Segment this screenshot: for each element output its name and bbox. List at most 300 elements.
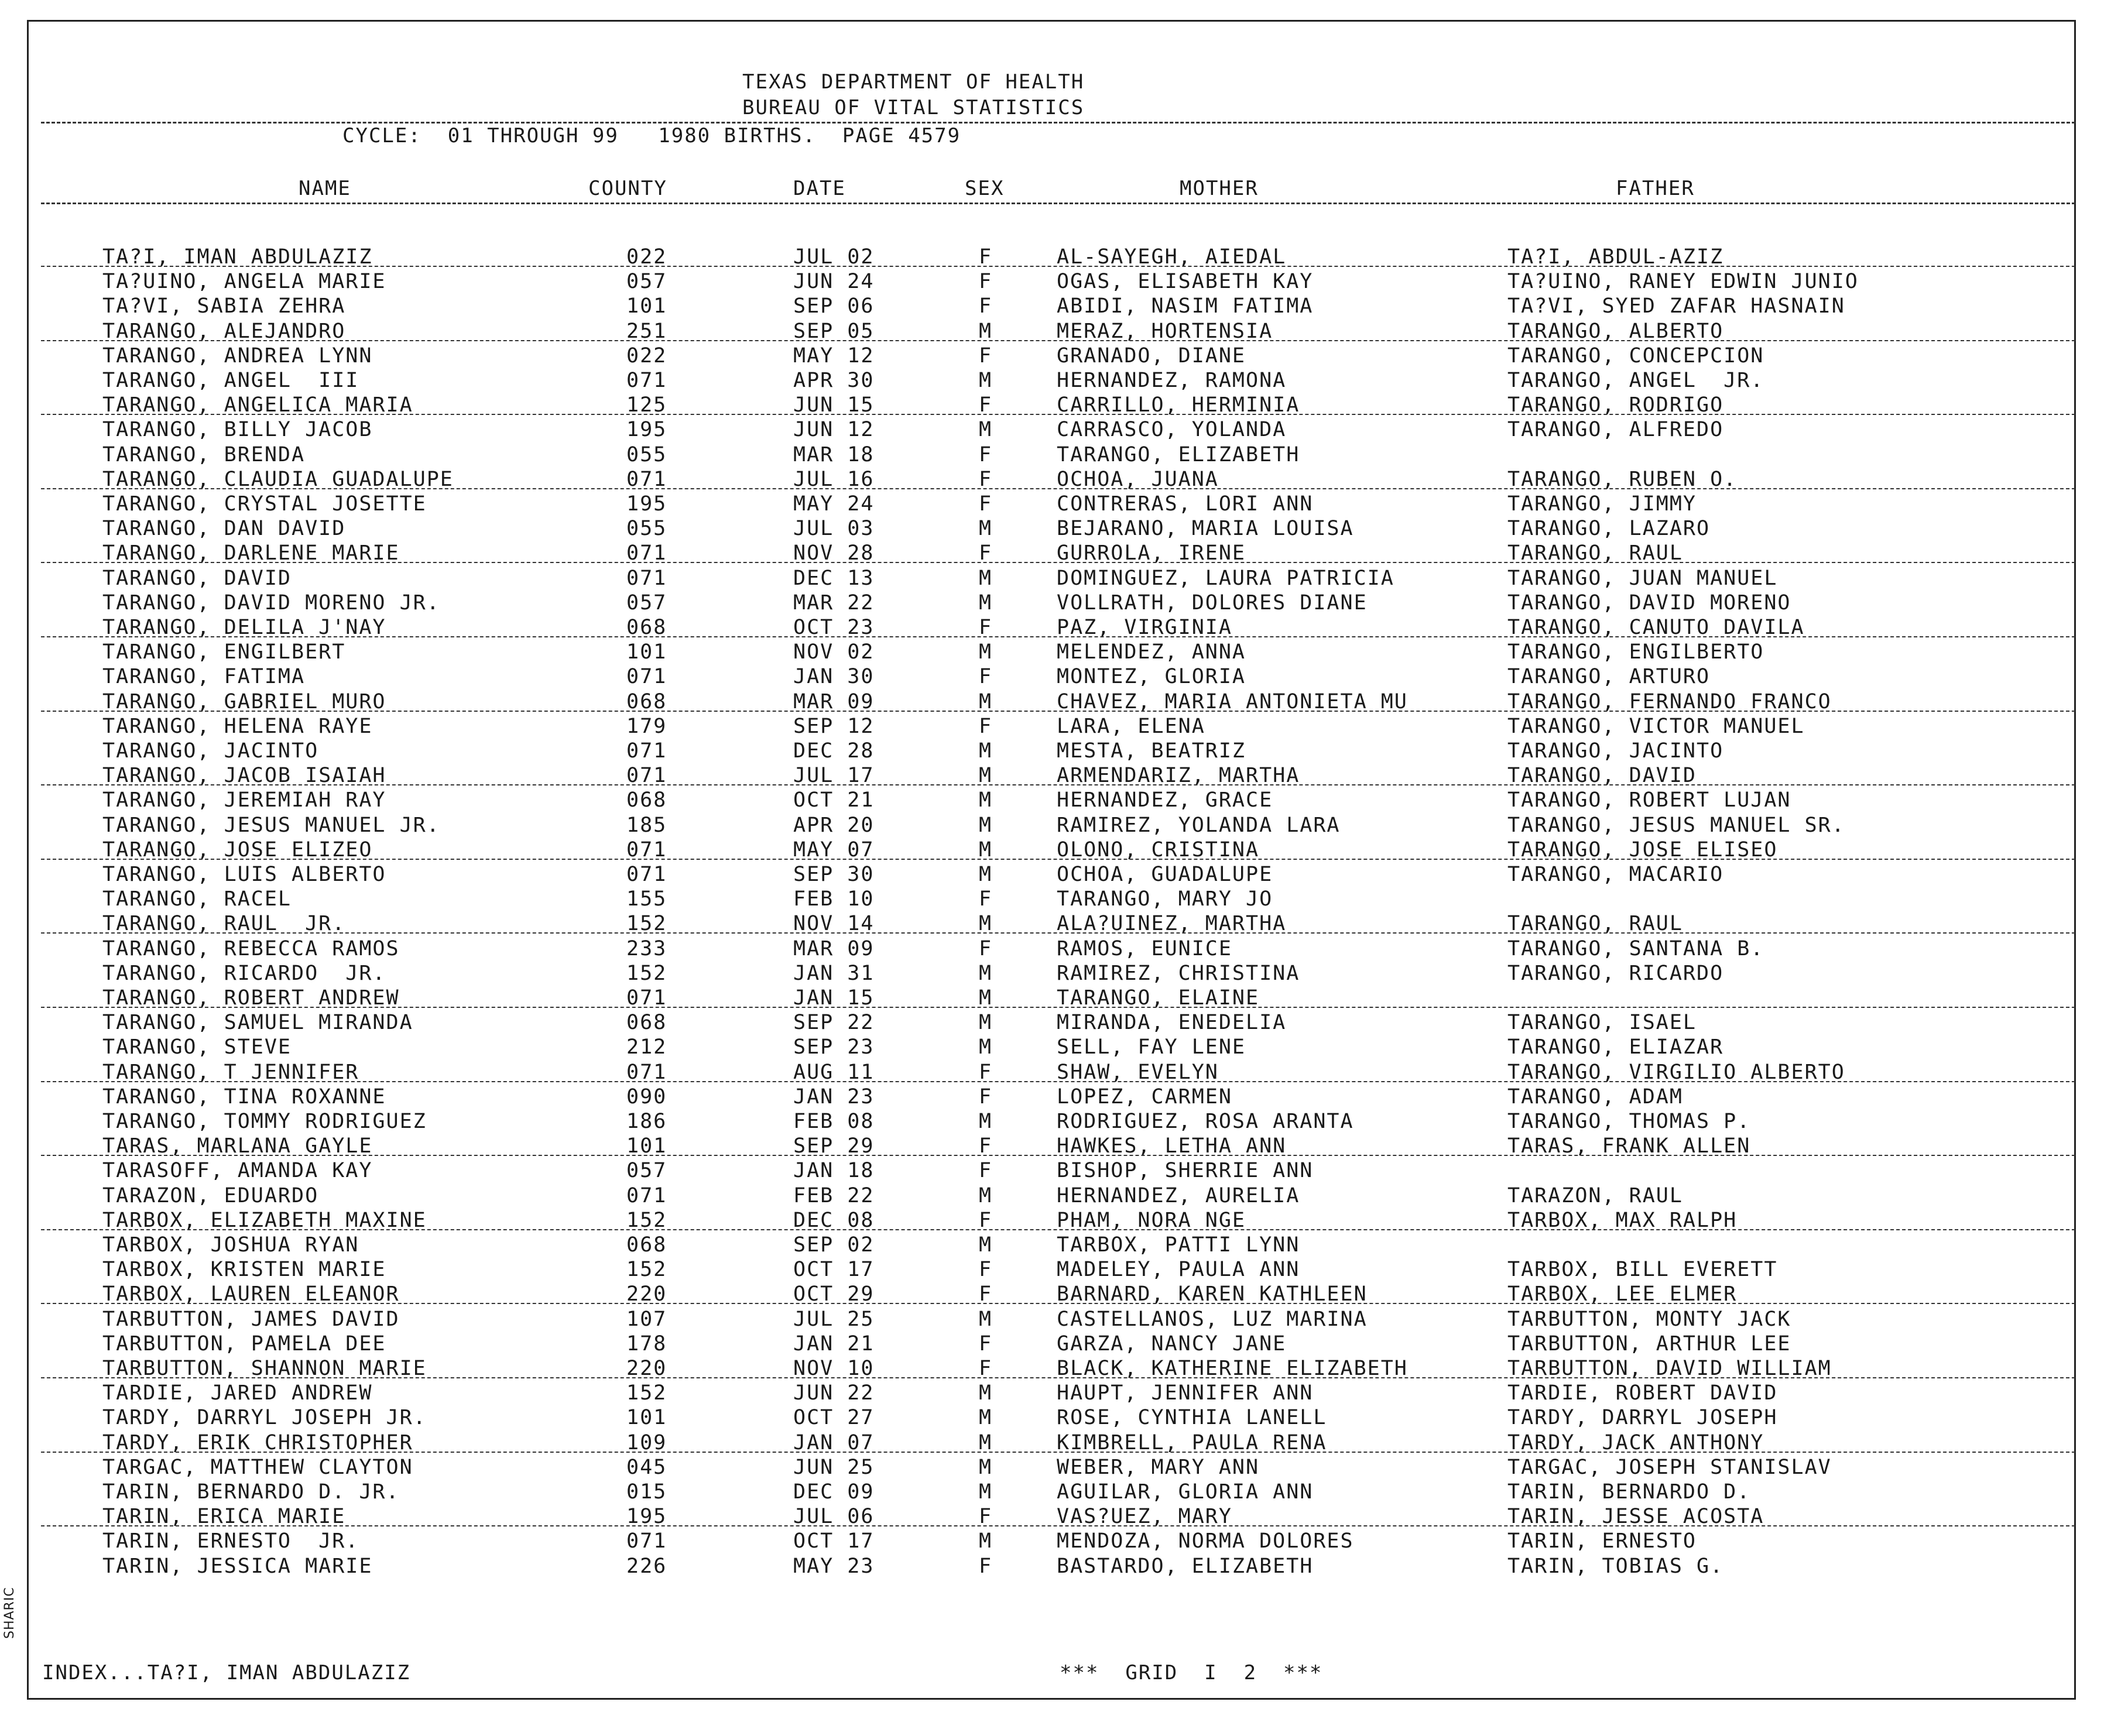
cell-county: 068 xyxy=(626,1233,667,1257)
cell-father: TARANGO, LAZARO xyxy=(1507,517,1711,541)
cell-sex: M xyxy=(979,1406,993,1430)
cell-father: TARANGO, SANTANA B. xyxy=(1507,936,1764,960)
table-row xyxy=(0,1504,2104,1529)
cell-mother: TARANGO, MARY JO xyxy=(1057,887,1273,911)
table-row xyxy=(0,269,2104,294)
cell-county: 152 xyxy=(626,912,667,936)
cell-name: TARBUTTON, SHANNON MARIE xyxy=(102,1357,427,1380)
cell-father: TARANGO, ISAEL xyxy=(1507,1011,1697,1035)
cell-county: 233 xyxy=(626,936,667,960)
cell-mother: RAMOS, EUNICE xyxy=(1057,936,1232,960)
cell-county: 071 xyxy=(626,1529,667,1553)
cell-father: TARANGO, CANUTO DAVILA xyxy=(1507,616,1805,639)
cell-father: TARANGO, ARTURO xyxy=(1507,665,1711,689)
cell-name: TA?I, IMAN ABDULAZIZ xyxy=(102,245,373,269)
table-row xyxy=(0,714,2104,739)
cell-father: TARANGO, ELIAZAR xyxy=(1507,1035,1724,1059)
cell-father: TARIN, JESSE ACOSTA xyxy=(1507,1505,1764,1529)
column-header-name: NAME xyxy=(299,177,351,200)
cell-date: MAY 24 xyxy=(793,492,875,516)
cell-county: 212 xyxy=(626,1035,667,1059)
cell-name: TARAS, MARLANA GAYLE xyxy=(102,1134,373,1158)
cell-date: MAR 09 xyxy=(793,936,875,960)
cell-date: JUL 16 xyxy=(793,467,875,491)
cell-county: 251 xyxy=(626,319,667,343)
cell-sex: M xyxy=(979,1307,993,1331)
cell-county: 071 xyxy=(626,566,667,590)
table-row xyxy=(0,1529,2104,1553)
cell-name: TARANGO, BILLY JACOB xyxy=(102,418,373,442)
cell-mother: PAZ, VIRGINIA xyxy=(1057,616,1232,639)
cell-county: 055 xyxy=(626,442,667,466)
cell-date: DEC 08 xyxy=(793,1208,875,1232)
table-row xyxy=(0,1134,2104,1158)
side-label: SHARIC xyxy=(2,1587,17,1639)
cell-sex: F xyxy=(979,245,993,269)
cell-sex: F xyxy=(979,1060,993,1084)
cell-county: 071 xyxy=(626,764,667,788)
cell-county: 152 xyxy=(626,1381,667,1405)
cell-county: 068 xyxy=(626,616,667,639)
cell-father: TARIN, BERNARDO D. xyxy=(1507,1480,1751,1504)
cell-sex: M xyxy=(979,1011,993,1035)
cell-date: JAN 07 xyxy=(793,1430,875,1454)
cell-date: MAY 07 xyxy=(793,838,875,862)
cell-county: 090 xyxy=(626,1085,667,1109)
table-row xyxy=(0,566,2104,591)
cell-county: 071 xyxy=(626,1060,667,1084)
cell-county: 155 xyxy=(626,887,667,911)
cell-date: JUL 02 xyxy=(793,245,875,269)
cell-sex: M xyxy=(979,1183,993,1207)
table-row xyxy=(0,961,2104,986)
cell-mother: MONTEZ, GLORIA xyxy=(1057,665,1246,689)
cell-county: 195 xyxy=(626,1505,667,1529)
cell-sex: M xyxy=(979,813,993,837)
cell-county: 179 xyxy=(626,714,667,738)
row-divider xyxy=(41,711,2075,712)
cell-name: TARANGO, SAMUEL MIRANDA xyxy=(102,1011,413,1035)
cell-county: 195 xyxy=(626,418,667,442)
cell-mother: HAWKES, LETHA ANN xyxy=(1057,1134,1287,1158)
cell-date: NOV 10 xyxy=(793,1357,875,1380)
table-row xyxy=(0,936,2104,961)
cell-name: TARANGO, RAUL JR. xyxy=(102,912,346,936)
table-row xyxy=(0,1035,2104,1059)
table-row xyxy=(0,1233,2104,1257)
row-divider xyxy=(41,562,2075,563)
cell-mother: LOPEZ, CARMEN xyxy=(1057,1085,1232,1109)
cell-date: SEP 30 xyxy=(793,863,875,886)
cell-sex: M xyxy=(979,689,993,713)
table-row xyxy=(0,467,2104,492)
cell-county: 071 xyxy=(626,863,667,886)
cell-mother: BARNARD, KAREN KATHLEEN xyxy=(1057,1282,1368,1306)
cell-date: SEP 02 xyxy=(793,1233,875,1257)
cell-mother: TARANGO, ELIZABETH xyxy=(1057,442,1300,466)
table-row xyxy=(0,1430,2104,1455)
cell-date: OCT 17 xyxy=(793,1529,875,1553)
row-divider xyxy=(41,859,2075,860)
cell-date: JAN 18 xyxy=(793,1159,875,1183)
cell-name: TARANGO, LUIS ALBERTO xyxy=(102,863,386,886)
table-row xyxy=(0,664,2104,689)
cell-sex: F xyxy=(979,936,993,960)
cell-date: NOV 28 xyxy=(793,541,875,565)
cell-mother: CARRILLO, HERMINIA xyxy=(1057,393,1300,417)
cell-father: TARANGO, RUBEN O. xyxy=(1507,467,1738,491)
cell-father: TARAS, FRANK ALLEN xyxy=(1507,1134,1751,1158)
cell-date: DEC 09 xyxy=(793,1480,875,1504)
cell-date: SEP 06 xyxy=(793,294,875,318)
cell-county: 015 xyxy=(626,1480,667,1504)
cell-father: TARANGO, RODRIGO xyxy=(1507,393,1724,417)
cell-mother: RAMIREZ, YOLANDA LARA xyxy=(1057,813,1341,837)
cell-name: TARANGO, BRENDA xyxy=(102,442,306,466)
cell-name: TARANGO, FATIMA xyxy=(102,665,306,689)
cell-father: TARANGO, JIMMY xyxy=(1507,492,1697,516)
cell-mother: DOMINGUEZ, LAURA PATRICIA xyxy=(1057,566,1394,590)
agency-title: TEXAS DEPARTMENT OF HEALTH xyxy=(742,70,1085,94)
cell-father: TARANGO, CONCEPCION xyxy=(1507,344,1764,368)
cell-name: TARANGO, DAN DAVID xyxy=(102,517,346,541)
table-row xyxy=(0,813,2104,838)
table-row xyxy=(0,1085,2104,1109)
cell-mother: TARBOX, PATTI LYNN xyxy=(1057,1233,1300,1257)
cell-date: JAN 23 xyxy=(793,1085,875,1109)
cell-date: MAR 09 xyxy=(793,689,875,713)
cell-mother: OCHOA, GUADALUPE xyxy=(1057,863,1273,886)
cell-father: TARBOX, LEE ELMER xyxy=(1507,1282,1738,1306)
cell-name: TARANGO, REBECCA RAMOS xyxy=(102,936,400,960)
cell-date: OCT 17 xyxy=(793,1258,875,1282)
cell-name: TARANGO, JACOB ISAIAH xyxy=(102,764,386,788)
cell-father: TA?VI, SYED ZAFAR HASNAIN xyxy=(1507,294,1845,318)
cell-sex: M xyxy=(979,1233,993,1257)
cell-sex: F xyxy=(979,1159,993,1183)
cell-date: SEP 23 xyxy=(793,1035,875,1059)
cell-father: TARANGO, DAVID MORENO xyxy=(1507,591,1791,615)
cell-name: TARBOX, KRISTEN MARIE xyxy=(102,1258,386,1282)
cell-name: TARGAC, MATTHEW CLAYTON xyxy=(102,1455,413,1479)
row-divider xyxy=(41,932,2075,934)
cell-mother: OLONO, CRISTINA xyxy=(1057,838,1260,862)
cell-mother: MIRANDA, ENEDELIA xyxy=(1057,1011,1287,1035)
table-row xyxy=(0,442,2104,467)
cell-county: 071 xyxy=(626,986,667,1010)
cell-date: FEB 22 xyxy=(793,1183,875,1207)
cell-name: TARANGO, HELENA RAYE xyxy=(102,714,373,738)
table-row xyxy=(0,1257,2104,1282)
row-divider xyxy=(41,1525,2075,1526)
cell-date: OCT 21 xyxy=(793,788,875,812)
table-row xyxy=(0,887,2104,911)
cell-father: TARDY, DARRYL JOSEPH xyxy=(1507,1406,1778,1430)
cell-sex: F xyxy=(979,1134,993,1158)
cell-sex: M xyxy=(979,566,993,590)
cell-father: TARDIE, ROBERT DAVID xyxy=(1507,1381,1778,1405)
cell-sex: M xyxy=(979,591,993,615)
cell-county: 220 xyxy=(626,1357,667,1380)
table-row xyxy=(0,689,2104,714)
cell-sex: F xyxy=(979,467,993,491)
cell-date: SEP 05 xyxy=(793,319,875,343)
cell-father: TARANGO, RAUL xyxy=(1507,912,1683,936)
table-row xyxy=(0,1405,2104,1430)
cell-name: TARANGO, T JENNIFER xyxy=(102,1060,359,1084)
cell-name: TARANGO, ROBERT ANDREW xyxy=(102,986,400,1010)
cell-mother: OGAS, ELISABETH KAY xyxy=(1057,270,1314,294)
table-row xyxy=(0,591,2104,615)
cell-date: JUL 17 xyxy=(793,764,875,788)
cell-sex: M xyxy=(979,1381,993,1405)
cell-father: TARBUTTON, MONTY JACK xyxy=(1507,1307,1791,1331)
cell-county: 071 xyxy=(626,665,667,689)
row-divider xyxy=(41,1377,2075,1378)
cell-date: JUL 25 xyxy=(793,1307,875,1331)
table-row xyxy=(0,1332,2104,1356)
cell-name: TARBUTTON, JAMES DAVID xyxy=(102,1307,400,1331)
row-divider xyxy=(41,1155,2075,1156)
cell-county: 071 xyxy=(626,838,667,862)
row-divider xyxy=(41,488,2075,489)
cell-county: 055 xyxy=(626,517,667,541)
table-row xyxy=(0,344,2104,368)
table-row xyxy=(0,1282,2104,1306)
cell-name: TARANGO, JACINTO xyxy=(102,739,319,763)
cell-father: TARANGO, JUAN MANUEL xyxy=(1507,566,1778,590)
cell-date: JAN 30 xyxy=(793,665,875,689)
cycle-line: CYCLE: 01 THROUGH 99 1980 BIRTHS. PAGE 4579 xyxy=(342,124,961,147)
cell-sex: F xyxy=(979,1505,993,1529)
cell-sex: M xyxy=(979,788,993,812)
cell-county: 152 xyxy=(626,1258,667,1282)
row-divider xyxy=(41,1452,2075,1453)
cell-father: TARIN, TOBIAS G. xyxy=(1507,1554,1724,1578)
cell-name: TARANGO, JEREMIAH RAY xyxy=(102,788,386,812)
cell-sex: F xyxy=(979,887,993,911)
cell-date: SEP 12 xyxy=(793,714,875,738)
cell-father: TARANGO, RAUL xyxy=(1507,541,1683,565)
cell-sex: F xyxy=(979,344,993,368)
row-divider xyxy=(41,340,2075,341)
cell-county: 057 xyxy=(626,1159,667,1183)
cell-father: TARANGO, JACINTO xyxy=(1507,739,1724,763)
cell-sex: F xyxy=(979,492,993,516)
table-row xyxy=(0,788,2104,812)
cell-name: TARBOX, LAUREN ELEANOR xyxy=(102,1282,400,1306)
cell-mother: MENDOZA, NORMA DOLORES xyxy=(1057,1529,1354,1553)
cell-sex: F xyxy=(979,541,993,565)
cell-date: JUN 22 xyxy=(793,1381,875,1405)
cell-county: 101 xyxy=(626,1134,667,1158)
row-divider xyxy=(41,1229,2075,1230)
table-row xyxy=(0,615,2104,640)
cell-date: DEC 13 xyxy=(793,566,875,590)
cell-sex: F xyxy=(979,270,993,294)
cell-name: TARIN, ERNESTO JR. xyxy=(102,1529,359,1553)
table-row xyxy=(0,862,2104,887)
cell-sex: M xyxy=(979,1529,993,1553)
cell-sex: M xyxy=(979,838,993,862)
table-row xyxy=(0,368,2104,393)
cell-mother: BEJARANO, MARIA LOUISA xyxy=(1057,517,1354,541)
cell-date: DEC 28 xyxy=(793,739,875,763)
cell-county: 152 xyxy=(626,961,667,985)
table-row xyxy=(0,1158,2104,1183)
cell-name: TARANGO, RACEL xyxy=(102,887,292,911)
cell-father: TARBOX, BILL EVERETT xyxy=(1507,1258,1778,1282)
cell-county: 109 xyxy=(626,1430,667,1454)
cell-sex: F xyxy=(979,1554,993,1578)
cell-date: FEB 08 xyxy=(793,1110,875,1133)
cell-name: TARIN, ERICA MARIE xyxy=(102,1505,346,1529)
cell-sex: F xyxy=(979,294,993,318)
cell-father: TA?I, ABDUL-AZIZ xyxy=(1507,245,1724,269)
cell-sex: M xyxy=(979,863,993,886)
table-row xyxy=(0,739,2104,763)
table-row xyxy=(0,1480,2104,1504)
row-divider xyxy=(41,266,2075,267)
cell-mother: AGUILAR, GLORIA ANN xyxy=(1057,1480,1314,1504)
table-row xyxy=(0,393,2104,417)
cell-county: 071 xyxy=(626,541,667,565)
cell-mother: MELENDEZ, ANNA xyxy=(1057,640,1246,664)
cell-county: 068 xyxy=(626,689,667,713)
table-row xyxy=(0,763,2104,788)
cell-sex: F xyxy=(979,1208,993,1232)
cell-sex: F xyxy=(979,665,993,689)
cell-county: 071 xyxy=(626,467,667,491)
cell-name: TARDIE, JARED ANDREW xyxy=(102,1381,373,1405)
cell-date: JAN 21 xyxy=(793,1332,875,1356)
cell-mother: GRANADO, DIANE xyxy=(1057,344,1246,368)
cell-father: TARDY, JACK ANTHONY xyxy=(1507,1430,1764,1454)
bureau-title: BUREAU OF VITAL STATISTICS xyxy=(742,96,1085,119)
cell-name: TA?UINO, ANGELA MARIE xyxy=(102,270,386,294)
column-header-date: DATE xyxy=(793,177,846,200)
cell-name: TARAZON, EDUARDO xyxy=(102,1183,319,1207)
column-header-father: FATHER xyxy=(1616,177,1695,200)
cell-mother: PHAM, NORA NGE xyxy=(1057,1208,1246,1232)
table-row xyxy=(0,245,2104,269)
cell-date: MAR 18 xyxy=(793,442,875,466)
cell-mother: MESTA, BEATRIZ xyxy=(1057,739,1246,763)
cell-mother: VOLLRATH, DOLORES DIANE xyxy=(1057,591,1368,615)
cell-father: TARAZON, RAUL xyxy=(1507,1183,1683,1207)
table-row xyxy=(0,417,2104,442)
cell-name: TARASOFF, AMANDA KAY xyxy=(102,1159,373,1183)
cell-date: JUN 15 xyxy=(793,393,875,417)
cell-date: OCT 23 xyxy=(793,616,875,639)
cell-name: TARANGO, DAVID MORENO JR. xyxy=(102,591,440,615)
cell-sex: M xyxy=(979,1480,993,1504)
cell-name: TARANGO, CLAUDIA GUADALUPE xyxy=(102,467,454,491)
cell-sex: F xyxy=(979,1332,993,1356)
header-divider xyxy=(41,122,2075,123)
cell-name: TARANGO, JESUS MANUEL JR. xyxy=(102,813,440,837)
cell-mother: OCHOA, JUANA xyxy=(1057,467,1219,491)
table-row xyxy=(0,516,2104,541)
cell-sex: M xyxy=(979,764,993,788)
cell-mother: BISHOP, SHERRIE ANN xyxy=(1057,1159,1314,1183)
cell-date: JUL 06 xyxy=(793,1505,875,1529)
table-row xyxy=(0,1307,2104,1332)
cell-father: TARGAC, JOSEPH STANISLAV xyxy=(1507,1455,1832,1479)
table-row xyxy=(0,294,2104,318)
cell-name: TARANGO, CRYSTAL JOSETTE xyxy=(102,492,427,516)
cell-county: 220 xyxy=(626,1282,667,1306)
cell-county: 068 xyxy=(626,788,667,812)
table-row xyxy=(0,541,2104,565)
table-row xyxy=(0,1554,2104,1579)
table-row xyxy=(0,319,2104,344)
cell-name: TARANGO, DAVID xyxy=(102,566,292,590)
cell-date: SEP 29 xyxy=(793,1134,875,1158)
row-divider xyxy=(41,636,2075,637)
cell-county: 178 xyxy=(626,1332,667,1356)
cell-mother: CASTELLANOS, LUZ MARINA xyxy=(1057,1307,1368,1331)
cell-name: TARIN, BERNARDO D. JR. xyxy=(102,1480,400,1504)
cell-name: TARDY, ERIK CHRISTOPHER xyxy=(102,1430,413,1454)
cell-name: TARBUTTON, PAMELA DEE xyxy=(102,1332,386,1356)
cell-county: 071 xyxy=(626,1183,667,1207)
table-row xyxy=(0,1183,2104,1208)
cell-mother: BLACK, KATHERINE ELIZABETH xyxy=(1057,1357,1408,1380)
cell-date: MAR 22 xyxy=(793,591,875,615)
cell-mother: KIMBRELL, PAULA RENA xyxy=(1057,1430,1327,1454)
cell-mother: RAMIREZ, CHRISTINA xyxy=(1057,961,1300,985)
cell-father: TA?UINO, RANEY EDWIN JUNIO xyxy=(1507,270,1859,294)
cell-mother: HERNANDEZ, RAMONA xyxy=(1057,369,1287,392)
cell-mother: ROSE, CYNTHIA LANELL xyxy=(1057,1406,1327,1430)
cell-father: TARANGO, DAVID xyxy=(1507,764,1697,788)
cell-sex: M xyxy=(979,369,993,392)
cell-father: TARANGO, ALFREDO xyxy=(1507,418,1724,442)
cell-father: TARBUTTON, DAVID WILLIAM xyxy=(1507,1357,1832,1380)
cell-county: 071 xyxy=(626,739,667,763)
cell-county: 045 xyxy=(626,1455,667,1479)
table-row xyxy=(0,911,2104,936)
cell-name: TARANGO, JOSE ELIZEO xyxy=(102,838,373,862)
cell-father: TARANGO, JESUS MANUEL SR. xyxy=(1507,813,1845,837)
column-header-county: COUNTY xyxy=(588,177,667,200)
cell-mother: CONTRERAS, LORI ANN xyxy=(1057,492,1314,516)
cell-name: TARBOX, ELIZABETH MAXINE xyxy=(102,1208,427,1232)
grid-footer: *** GRID I 2 *** xyxy=(1060,1661,1323,1684)
cell-father: TARANGO, ADAM xyxy=(1507,1085,1683,1109)
row-divider xyxy=(41,1081,2075,1082)
cell-county: 057 xyxy=(626,591,667,615)
cell-county: 125 xyxy=(626,393,667,417)
cell-county: 022 xyxy=(626,245,667,269)
cell-name: TARANGO, ALEJANDRO xyxy=(102,319,346,343)
cell-county: 152 xyxy=(626,1208,667,1232)
cell-mother: SELL, FAY LENE xyxy=(1057,1035,1246,1059)
cell-father: TARIN, ERNESTO xyxy=(1507,1529,1697,1553)
cell-sex: F xyxy=(979,442,993,466)
cell-father: TARBOX, MAX RALPH xyxy=(1507,1208,1738,1232)
cell-sex: F xyxy=(979,1085,993,1109)
cell-date: AUG 11 xyxy=(793,1060,875,1084)
cell-mother: MADELEY, PAULA ANN xyxy=(1057,1258,1300,1282)
cell-name: TARANGO, DARLENE MARIE xyxy=(102,541,400,565)
cell-mother: HERNANDEZ, GRACE xyxy=(1057,788,1273,812)
cell-county: 101 xyxy=(626,640,667,664)
table-row xyxy=(0,1060,2104,1085)
cell-sex: F xyxy=(979,1258,993,1282)
cell-date: OCT 29 xyxy=(793,1282,875,1306)
